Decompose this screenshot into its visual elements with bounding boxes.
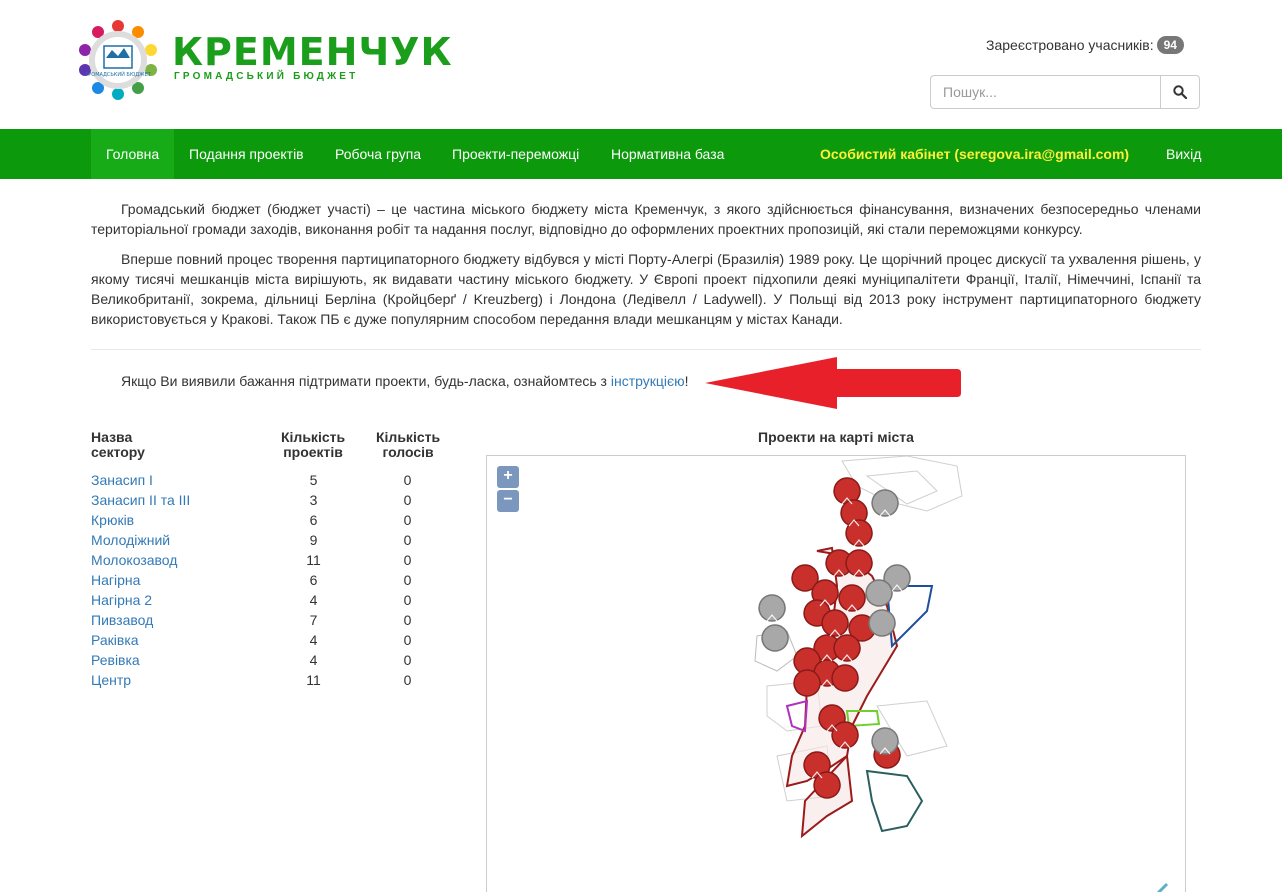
zoom-in-button[interactable]: + — [497, 466, 519, 488]
col-header-sector: Назва сектору — [91, 429, 145, 460]
logo-icon[interactable] — [76, 18, 160, 100]
sector-link[interactable]: Крюків — [91, 512, 135, 528]
nav-item-logout[interactable]: Вихід — [1166, 146, 1202, 162]
col-header-projects: Кількість проектів — [281, 429, 346, 460]
col-header-votes: Кількість голосів — [376, 429, 441, 460]
instruction-link[interactable]: інструкцією — [610, 373, 685, 389]
project-count: 6 — [309, 572, 318, 588]
vote-count: 0 — [403, 672, 412, 688]
logo-badge-text: ГРОМАДСЬКИЙ БЮДЖЕТ — [85, 72, 151, 78]
sector-link[interactable]: Занасип ІІ та ІІІ — [91, 492, 191, 508]
project-count: 3 — [309, 492, 318, 508]
sector-link[interactable]: Молодіжний — [91, 532, 171, 548]
sector-link[interactable]: Ревівка — [91, 652, 140, 668]
vote-count: 0 — [403, 652, 412, 668]
nav-item-home[interactable]: Головна — [91, 129, 174, 179]
nav-item-cabinet[interactable]: Особистий кабінет (seregova.ira@gmail.com) — [820, 146, 1130, 162]
sector-link[interactable]: Пивзавод — [91, 612, 154, 628]
table-row — [91, 490, 451, 510]
map-title: Проекти на карті міста — [758, 429, 914, 445]
vote-count: 0 — [403, 492, 412, 508]
search-icon — [1173, 85, 1187, 99]
vote-count: 0 — [403, 552, 412, 568]
logo-subtitle: ГРОМАДСЬКИЙ БЮДЖЕТ — [174, 71, 359, 82]
table-row — [91, 610, 451, 630]
table-row — [91, 590, 451, 610]
vote-count: 0 — [403, 532, 412, 548]
vote-count: 0 — [403, 592, 412, 608]
table-row — [91, 470, 451, 490]
intro-paragraph-2: Вперше повний процес творення партиципаторного бюджету відбувся у місті Порту-Алегрі (Бразилія) 1989 року. Це щорічний процес дискусії та ухвалення рішень, у якому тисячі мешканців міста вирішують, як видавати частину міського бюджету. У Європі проект підхопили деякі муніципалітети Франції, Італії, Німеччині, Іспанії та Великобританії, зокрема, дільниці Берліна (Кройцберґ / Kreuzberg) і Лондона (Ледівелл / Ladywell). У Польщі від 2013 року інструмент партиципаторного бюджету використовується у Кракові. Також ПБ є дуже популярним способом передання влади мешканцям у містах Канади. — [91, 251, 1201, 327]
project-count: 9 — [309, 532, 318, 548]
divider — [91, 349, 1201, 350]
project-count: 11 — [306, 552, 321, 568]
header — [0, 0, 1282, 129]
search-button[interactable] — [1160, 75, 1200, 109]
main-nav — [0, 129, 1282, 179]
sector-link[interactable]: Занасип І — [91, 472, 153, 488]
nav-item-winning-projects[interactable]: Проекти-переможці — [452, 146, 580, 162]
table-row — [91, 550, 451, 570]
project-count: 4 — [309, 652, 318, 668]
sector-link[interactable]: Молокозавод — [91, 552, 178, 568]
registered-count-badge: 94 — [1157, 36, 1184, 54]
table-row — [91, 530, 451, 550]
project-count: 7 — [309, 612, 318, 628]
table-row — [91, 650, 451, 670]
intro-paragraph-1: Громадський бюджет (бюджет участі) – це частина міського бюджету міста Кременчук, з якого здійснюється фінансування, визначених безпосередньо членами територіальної громади заходів, виконання робіт та надання послуг, відповідно до оформлених проектних пропозицій, які стали переможцями конкурсу. — [91, 201, 1201, 237]
map-canvas[interactable] — [487, 456, 1186, 892]
sector-link[interactable]: Раківка — [91, 632, 139, 648]
vote-count: 0 — [403, 572, 412, 588]
registered-counter — [986, 36, 1184, 54]
vote-count: 0 — [403, 472, 412, 488]
instruction-text — [121, 371, 689, 391]
logo-title[interactable]: КРЕМЕНЧУК — [172, 30, 453, 74]
instruction-before: Якщо Ви виявили бажання підтримати проекти, будь-ласка, ознайомтесь з — [121, 373, 611, 389]
instruction-after: ! — [684, 373, 689, 389]
table-row — [91, 570, 451, 590]
project-count: 6 — [309, 512, 318, 528]
table-row — [91, 670, 451, 690]
registered-label: Зареєстровано учасників: — [986, 37, 1154, 53]
zoom-out-button[interactable]: − — [497, 490, 519, 512]
city-map[interactable] — [486, 455, 1186, 892]
vote-count: 0 — [403, 512, 412, 528]
nav-item-regulations[interactable]: Нормативна база — [611, 146, 725, 162]
vote-count: 0 — [403, 632, 412, 648]
vote-count: 0 — [403, 612, 412, 628]
nav-item-submit-projects[interactable]: Подання проектів — [189, 146, 304, 162]
project-count: 5 — [309, 472, 318, 488]
sector-link[interactable]: Центр — [91, 672, 132, 688]
nav-item-working-group[interactable]: Робоча група — [335, 146, 422, 162]
project-count: 4 — [309, 632, 318, 648]
table-row — [91, 510, 451, 530]
sector-link[interactable]: Нагірна — [91, 572, 141, 588]
project-count: 4 — [309, 592, 318, 608]
table-row — [91, 630, 451, 650]
search-input[interactable] — [930, 75, 1160, 109]
sector-link[interactable]: Нагірна 2 — [91, 592, 153, 608]
red-arrow-icon — [705, 356, 961, 410]
project-count: 11 — [306, 672, 321, 688]
search-form — [930, 75, 1200, 109]
